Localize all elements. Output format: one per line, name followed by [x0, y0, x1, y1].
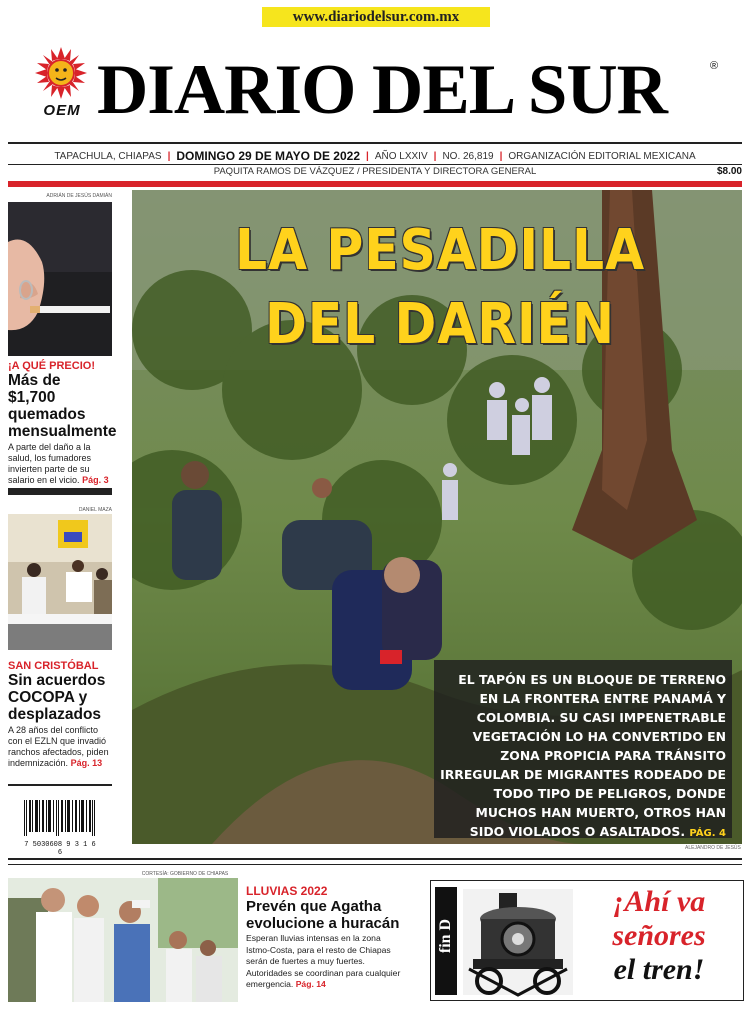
info-separator: |	[499, 150, 503, 162]
section-rule	[8, 784, 112, 786]
story-headline[interactable]: Prevén que Agatha evolucione a huracán	[246, 898, 400, 932]
lluvias-story[interactable]	[246, 884, 404, 991]
ad-line-2: señores	[612, 919, 706, 952]
cigarettes-story[interactable]	[8, 360, 117, 486]
masthead-title: DIARIO DEL SUR	[97, 51, 667, 129]
ad-brand-box	[435, 887, 457, 995]
ad-headline	[579, 885, 739, 987]
website-url[interactable]: www.diariodelsur.com.mx	[262, 7, 490, 27]
story-headline[interactable]: Sin acuerdos COCOPA y desplazados	[8, 672, 106, 723]
oem-sun-logo	[32, 46, 90, 120]
info-separator: |	[366, 150, 369, 162]
barcode-digits: 7 5030608 9 3 1 6 6	[24, 841, 96, 857]
story-kicker: SAN CRISTÓBAL	[8, 660, 99, 672]
main-headline[interactable]	[170, 214, 710, 362]
photo-credit: ADRIÁN DE JESÚS DAMIÁN	[46, 193, 112, 199]
barcode	[22, 800, 98, 857]
bottom-rule-thin	[8, 864, 742, 865]
story-body: Esperan lluvias intensas en la zona Istmo-Costa, para el resto de Chiapas serán de fuertes a muy fuertes. Autoridades se coordinan para cualquier emergencia. Pág. 14	[246, 933, 401, 989]
ad-line-1: ¡Ahí va	[612, 885, 706, 918]
train-advertisement[interactable]	[430, 880, 744, 1001]
info-separator: |	[433, 150, 437, 162]
story-kicker: LLUVIAS 2022	[246, 884, 328, 898]
story-kicker: ¡A QUÉ PRECIO!	[8, 360, 95, 372]
cocopa-story[interactable]	[8, 660, 112, 769]
ad-line-3: el tren!	[613, 953, 705, 986]
top-rule	[8, 142, 742, 144]
cigarette-photo[interactable]	[8, 202, 112, 356]
main-caption-box	[434, 660, 732, 838]
edition-org: ORGANIZACIÓN EDITORIAL MEXICANA	[508, 150, 696, 162]
edition-date: DOMINGO 29 DE MAYO DE 2022	[176, 149, 360, 163]
main-headline-line-1: LA PESADILLA	[235, 218, 645, 283]
red-divider	[8, 181, 742, 187]
main-caption: EL TAPÓN ES UN BLOQUE DE TERRENO EN LA FRONTERA ENTRE PANAMÁ Y COLOMBIA. SU CASI IMPENETRABLE VEGETACIÓN LO HA CONVERTIDO EN ZONA PROPICIA PARA TRÁNSITO IRREGULAR DE MIGRANTES RODEADO DE TODO TIPO DE PELIGROS, DONDE MUCHOS HAN MUERTO, OTROS HAN SIDO VIOLADOS O ASALTADOS.	[440, 672, 726, 839]
bottom-rule	[8, 858, 742, 860]
section-bar	[8, 488, 112, 495]
story-body: A parte del daño a la salud, los fumadores invierten parte de su salario en el vicio. Pág. 3	[8, 442, 109, 485]
edition-year: AÑO LXXIV	[374, 150, 428, 162]
locomotive-icon	[459, 885, 577, 999]
edition-info-line	[8, 148, 742, 164]
story-headline[interactable]: Más de $1,700 quemados mensualmente	[8, 372, 117, 440]
officials-photo[interactable]	[8, 878, 238, 1002]
info-separator: |	[167, 150, 171, 162]
photo-credit: ALEJANDRO DE JESÚS	[685, 845, 741, 851]
main-page-ref[interactable]: PÁG. 4	[689, 828, 726, 839]
edition-city: TAPACHULA, CHIAPAS	[54, 150, 162, 162]
meeting-photo[interactable]	[8, 514, 112, 650]
photo-credit: DANIEL MAZA	[78, 507, 112, 513]
edition-number: NO. 26,819	[442, 150, 494, 162]
story-body: A 28 años del conflicto con el EZLN que invadió ranchos afectados, piden indemnización. Pág. 13	[8, 725, 109, 768]
ad-brand: fin D	[437, 918, 454, 954]
main-headline-line-2: DEL DARIÉN	[265, 292, 615, 357]
info-rule	[8, 164, 742, 165]
price: $8.00	[716, 166, 742, 177]
oem-logo-text: OEM	[43, 102, 81, 119]
registered-mark: ®	[710, 60, 719, 72]
director-line: PAQUITA RAMOS DE VÁZQUEZ / PRESIDENTA Y DIRECTORA GENERAL	[213, 166, 537, 177]
photo-credit: CORTESÍA: GOBIERNO DE CHIAPAS	[141, 871, 229, 877]
